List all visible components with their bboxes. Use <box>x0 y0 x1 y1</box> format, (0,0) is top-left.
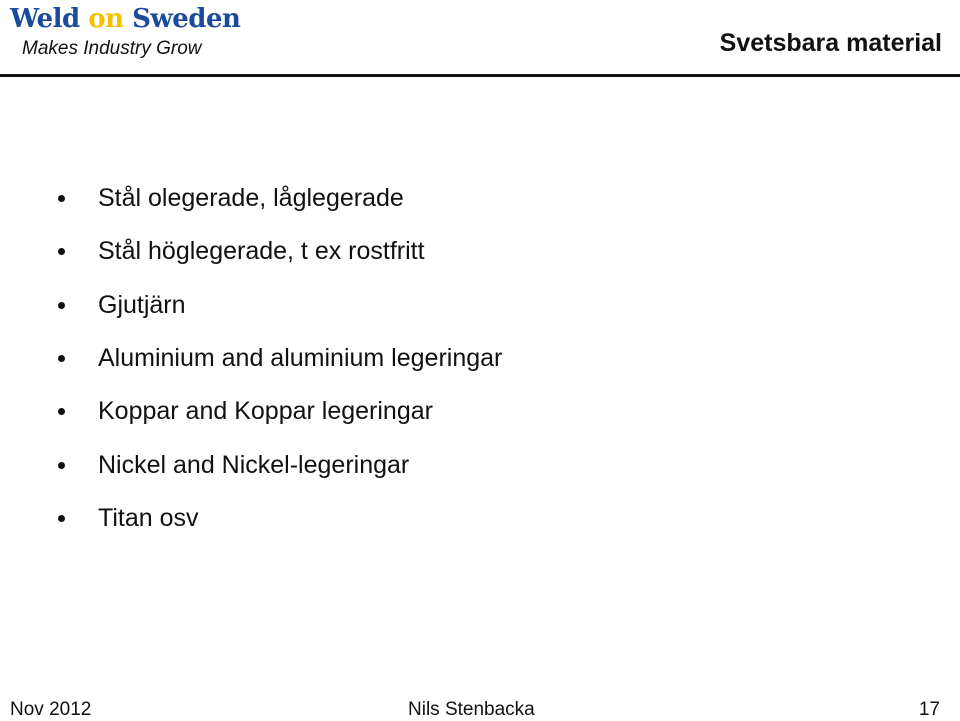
bullet-item <box>58 172 502 225</box>
brand-logo <box>10 4 270 60</box>
bullet-item <box>58 332 502 385</box>
bullet-text: Stål höglegerade, t ex rostfritt <box>98 237 425 266</box>
footer-author: Nils Stenbacka <box>408 699 535 720</box>
header-divider <box>0 74 960 77</box>
bullet-dot-icon <box>58 248 65 255</box>
bullet-list <box>58 172 502 545</box>
bullet-item <box>58 225 502 278</box>
bullet-dot-icon <box>58 462 65 469</box>
page-number: 17 <box>918 699 940 720</box>
logo-wordmark <box>10 4 240 34</box>
footer-date: Nov 2012 <box>10 699 92 720</box>
bullet-text: Titan osv <box>98 503 199 532</box>
bullet-text: Aluminium and aluminium legeringar <box>98 344 503 373</box>
logo-word-on: on <box>88 4 124 34</box>
bullet-dot-icon <box>58 408 65 415</box>
bullet-dot-icon <box>58 355 65 362</box>
bullet-dot-icon <box>58 515 65 522</box>
bullet-text: Koppar and Koppar legeringar <box>98 397 433 426</box>
logo-word-sweden: Sweden <box>132 4 241 34</box>
page-title: Svetsbara material <box>719 29 942 57</box>
logo-word-weld: Weld <box>10 4 80 34</box>
bullet-item <box>58 438 502 491</box>
bullet-text: Stål olegerade, låglegerade <box>98 184 404 213</box>
logo-tagline: Makes Industry Grow <box>22 38 202 59</box>
footer <box>0 698 960 721</box>
bullet-dot-icon <box>58 195 65 202</box>
bullet-text: Gjutjärn <box>98 290 186 319</box>
bullet-item <box>58 385 502 438</box>
bullet-item <box>58 279 502 332</box>
bullet-dot-icon <box>58 302 65 309</box>
bullet-text: Nickel and Nickel-legeringar <box>98 450 410 479</box>
bullet-item <box>58 492 502 545</box>
